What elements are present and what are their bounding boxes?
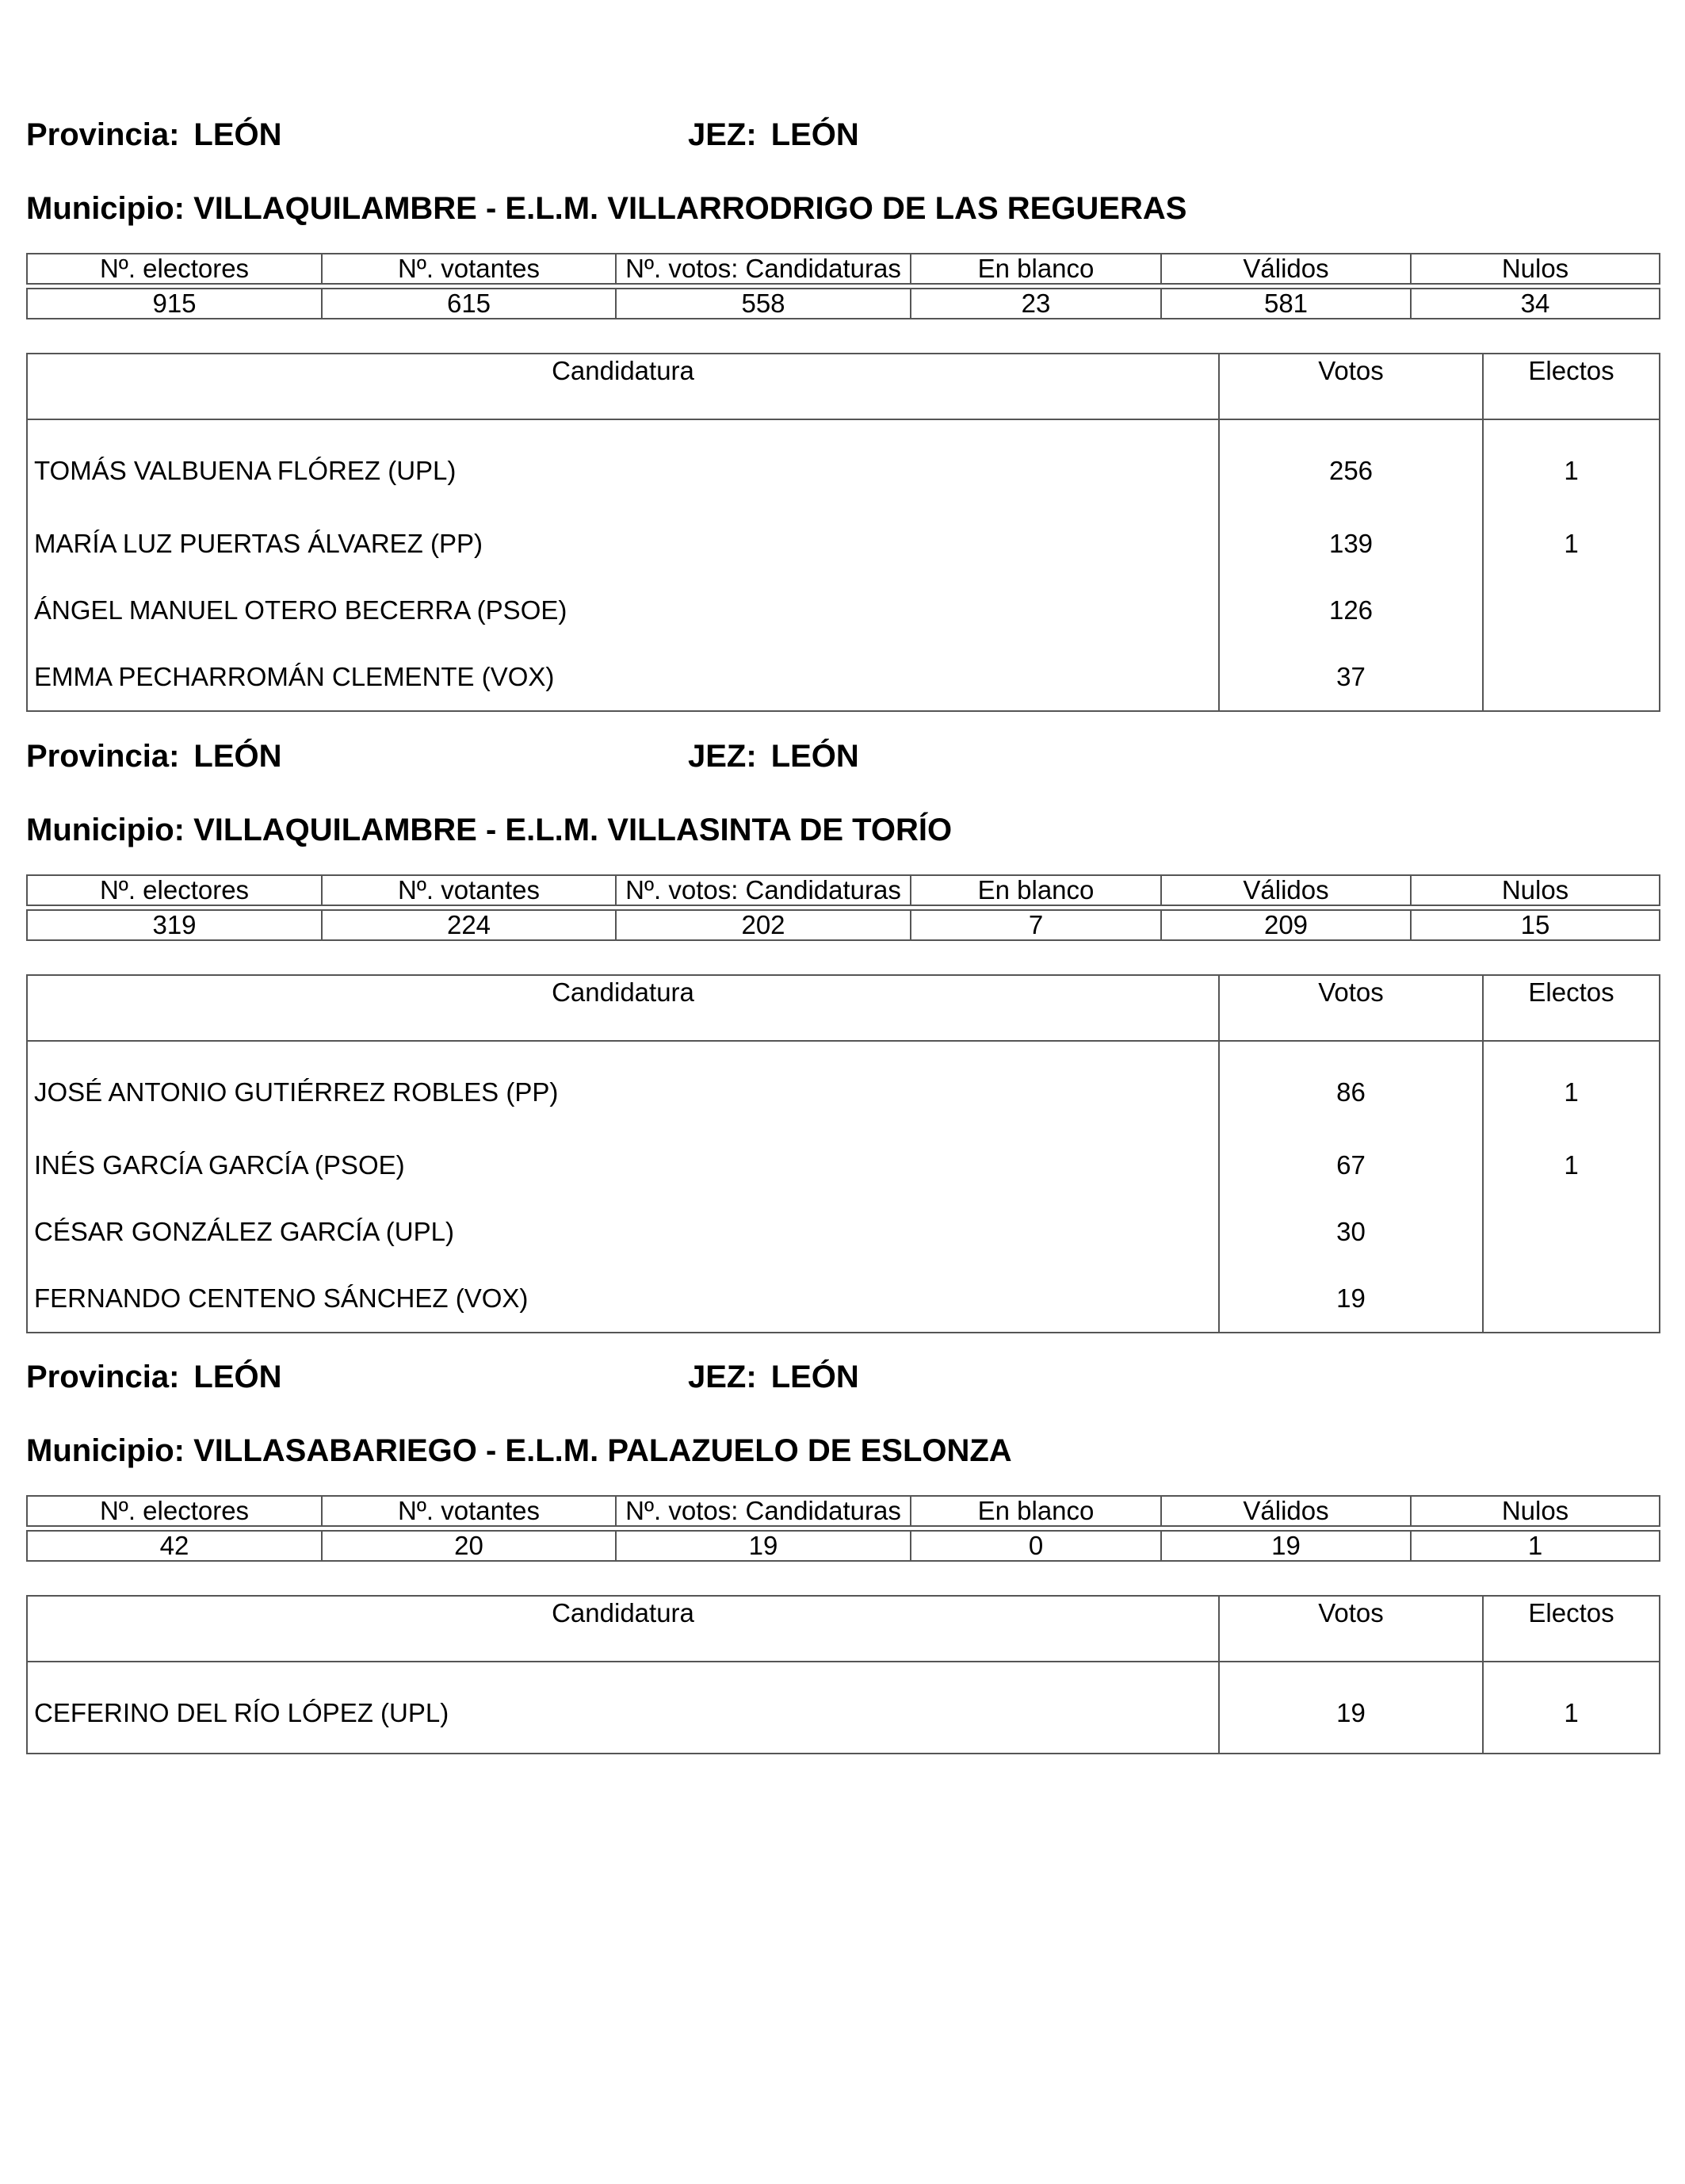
summary-nulos: 1 — [1411, 1531, 1660, 1561]
summary-votos-candidaturas: 19 — [616, 1531, 911, 1561]
candidate-name: JOSÉ ANTONIO GUTIÉRREZ ROBLES (PP) — [34, 1077, 559, 1107]
summary-validos: 581 — [1161, 289, 1411, 319]
provincia-value: LEÓN — [193, 1360, 282, 1394]
summary-header-nulos: Nulos — [1411, 1496, 1660, 1526]
candidate-votes: 19 — [1219, 1662, 1483, 1754]
summary-header-votos-candidaturas: Nº. votos: Candidaturas — [616, 875, 911, 905]
jez-value: LEÓN — [770, 739, 859, 774]
candidate-row — [27, 1199, 1660, 1265]
summary-header-electores: Nº. electores — [27, 1496, 322, 1526]
candidate-row — [27, 1265, 1660, 1333]
summary-header-votantes: Nº. votantes — [322, 254, 616, 284]
candidate-elected — [1483, 1265, 1660, 1333]
summary-header-row — [27, 875, 1660, 905]
provincia-label: Provincia: — [26, 739, 180, 774]
candidate-name: TOMÁS VALBUENA FLÓREZ (UPL) — [34, 456, 457, 485]
municipio-value: VILLASABARIEGO - E.L.M. PALAZUELO DE ESLONZA — [193, 1433, 1012, 1468]
provincia-value: LEÓN — [193, 117, 282, 152]
candidate-row — [27, 419, 1660, 511]
summary-header-validos: Válidos — [1161, 254, 1411, 284]
summary-nulos: 15 — [1411, 910, 1660, 940]
summary-votantes: 615 — [322, 289, 616, 319]
candidate-votes: 30 — [1219, 1199, 1483, 1265]
candidates-table — [26, 353, 1660, 712]
summary-value-row — [27, 289, 1660, 319]
summary-header-votantes: Nº. votantes — [322, 875, 616, 905]
summary-value-row — [27, 910, 1660, 940]
candidate-row — [27, 1132, 1660, 1199]
jez-label: JEZ: — [688, 1360, 757, 1394]
summary-electores: 915 — [27, 289, 322, 319]
candidatura-header: Candidatura — [27, 354, 1219, 419]
provincia-line — [26, 1359, 282, 1395]
candidate-elected: 1 — [1483, 1041, 1660, 1132]
summary-header-votos-candidaturas: Nº. votos: Candidaturas — [616, 254, 911, 284]
votos-header: Votos — [1219, 975, 1483, 1041]
candidate-elected — [1483, 577, 1660, 644]
candidatura-header: Candidatura — [27, 975, 1219, 1041]
summary-votos-candidaturas: 202 — [616, 910, 911, 940]
provincia-label: Provincia: — [26, 117, 180, 152]
candidate-votes: 67 — [1219, 1132, 1483, 1199]
candidate-row — [27, 1041, 1660, 1132]
summary-electores: 319 — [27, 910, 322, 940]
electos-header: Electos — [1483, 1596, 1660, 1662]
candidates-table — [26, 1595, 1660, 1754]
candidate-elected: 1 — [1483, 1662, 1660, 1754]
summary-en-blanco: 7 — [911, 910, 1161, 940]
candidates-table — [26, 974, 1660, 1333]
municipio-label: Municipio: — [26, 1433, 185, 1468]
candidates-header-row — [27, 354, 1660, 419]
candidate-name: INÉS GARCÍA GARCÍA (PSOE) — [34, 1150, 405, 1180]
candidatura-header: Candidatura — [27, 1596, 1219, 1662]
summary-header-votos-candidaturas: Nº. votos: Candidaturas — [616, 1496, 911, 1526]
provincia-line — [26, 738, 282, 775]
summary-votantes: 224 — [322, 910, 616, 940]
summary-validos: 209 — [1161, 910, 1411, 940]
summary-header-en-blanco: En blanco — [911, 254, 1161, 284]
candidate-elected — [1483, 644, 1660, 711]
jez-line — [688, 738, 859, 775]
electos-header: Electos — [1483, 975, 1660, 1041]
candidate-name: FERNANDO CENTENO SÁNCHEZ (VOX) — [34, 1283, 529, 1313]
municipio-line — [26, 812, 952, 848]
candidate-votes: 37 — [1219, 644, 1483, 711]
summary-electores: 42 — [27, 1531, 322, 1561]
summary-header-row — [27, 1496, 1660, 1526]
municipio-label: Municipio: — [26, 191, 185, 226]
electos-header: Electos — [1483, 354, 1660, 419]
provincia-value: LEÓN — [193, 739, 282, 774]
summary-value-row — [27, 1531, 1660, 1561]
jez-label: JEZ: — [688, 739, 757, 774]
candidates-header-row — [27, 975, 1660, 1041]
summary-header-en-blanco: En blanco — [911, 1496, 1161, 1526]
summary-header-validos: Válidos — [1161, 1496, 1411, 1526]
candidate-votes: 19 — [1219, 1265, 1483, 1333]
summary-header-row — [27, 254, 1660, 284]
municipio-value: VILLAQUILAMBRE - E.L.M. VILLASINTA DE TORÍO — [193, 813, 953, 847]
candidate-votes: 86 — [1219, 1041, 1483, 1132]
candidates-header-row — [27, 1596, 1660, 1662]
summary-header-votantes: Nº. votantes — [322, 1496, 616, 1526]
candidate-name: CÉSAR GONZÁLEZ GARCÍA (UPL) — [34, 1217, 454, 1246]
candidate-name: ÁNGEL MANUEL OTERO BECERRA (PSOE) — [34, 595, 567, 625]
summary-table — [26, 1495, 1660, 1562]
candidate-name: MARÍA LUZ PUERTAS ÁLVAREZ (PP) — [34, 529, 483, 558]
summary-en-blanco: 0 — [911, 1531, 1161, 1561]
summary-votantes: 20 — [322, 1531, 616, 1561]
candidate-votes: 256 — [1219, 419, 1483, 511]
municipio-line — [26, 190, 1186, 227]
summary-header-en-blanco: En blanco — [911, 875, 1161, 905]
candidate-elected: 1 — [1483, 511, 1660, 577]
provincia-line — [26, 117, 282, 153]
jez-label: JEZ: — [688, 117, 757, 152]
candidate-row — [27, 644, 1660, 711]
jez-line — [688, 117, 859, 153]
candidate-votes: 139 — [1219, 511, 1483, 577]
jez-value: LEÓN — [770, 1360, 859, 1394]
votos-header: Votos — [1219, 1596, 1483, 1662]
candidate-row — [27, 577, 1660, 644]
municipio-line — [26, 1432, 1012, 1469]
summary-validos: 19 — [1161, 1531, 1411, 1561]
candidate-name: EMMA PECHARROMÁN CLEMENTE (VOX) — [34, 662, 555, 691]
candidate-elected — [1483, 1199, 1660, 1265]
summary-votos-candidaturas: 558 — [616, 289, 911, 319]
summary-header-electores: Nº. electores — [27, 875, 322, 905]
summary-header-electores: Nº. electores — [27, 254, 322, 284]
candidate-row — [27, 1662, 1660, 1754]
summary-en-blanco: 23 — [911, 289, 1161, 319]
candidate-votes: 126 — [1219, 577, 1483, 644]
candidate-row — [27, 511, 1660, 577]
votos-header: Votos — [1219, 354, 1483, 419]
provincia-label: Provincia: — [26, 1360, 180, 1394]
jez-value: LEÓN — [770, 117, 859, 152]
candidate-elected: 1 — [1483, 419, 1660, 511]
municipio-label: Municipio: — [26, 813, 185, 847]
summary-nulos: 34 — [1411, 289, 1660, 319]
summary-header-nulos: Nulos — [1411, 254, 1660, 284]
candidate-name: CEFERINO DEL RÍO LÓPEZ (UPL) — [34, 1698, 449, 1727]
municipio-value: VILLAQUILAMBRE - E.L.M. VILLARRODRIGO DE LAS REGUERAS — [193, 191, 1187, 226]
summary-table — [26, 253, 1660, 319]
summary-header-nulos: Nulos — [1411, 875, 1660, 905]
summary-table — [26, 874, 1660, 941]
jez-line — [688, 1359, 859, 1395]
summary-header-validos: Válidos — [1161, 875, 1411, 905]
candidate-elected: 1 — [1483, 1132, 1660, 1199]
